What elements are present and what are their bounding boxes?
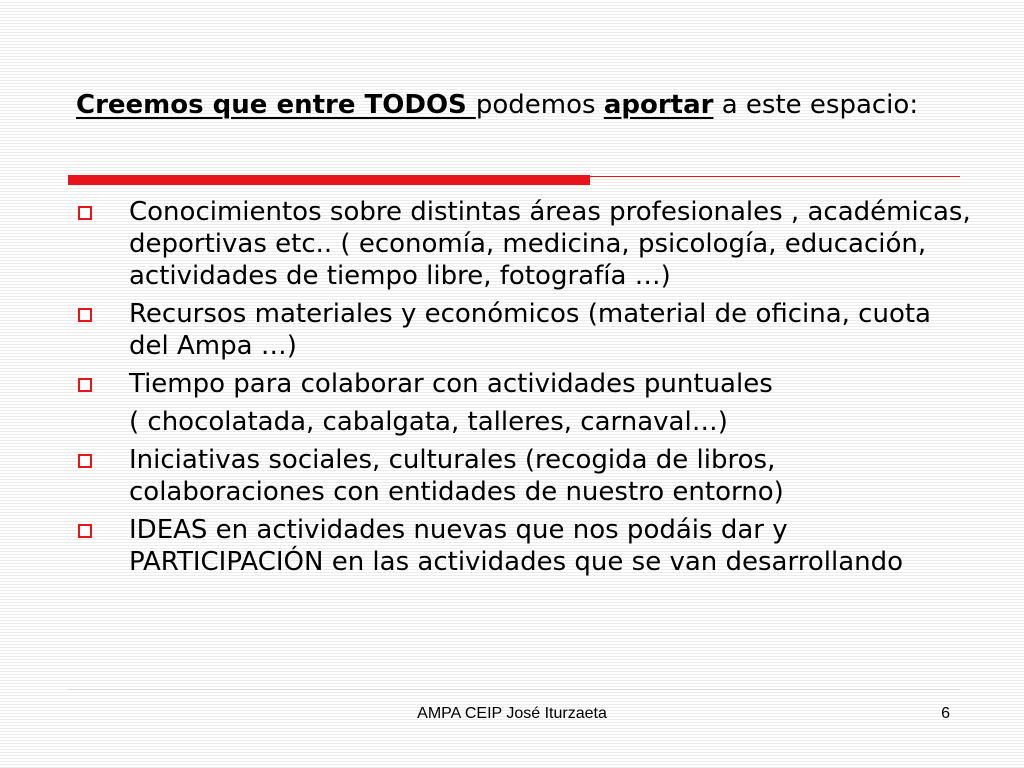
bullet-text: Tiempo para colaborar con actividades puntuales bbox=[129, 369, 773, 399]
bullet-item bbox=[76, 368, 976, 438]
footer-text: AMPA CEIP José Iturzaeta bbox=[417, 705, 607, 722]
slide-title bbox=[76, 84, 976, 126]
bullet-text: IDEAS en actividades nuevas que nos podáis dar y PARTICIPACIÓN en las actividades que se van desarrollando bbox=[129, 515, 904, 577]
page-number: 6 bbox=[941, 705, 950, 722]
bullet-text: Recursos materiales y económicos (material de oficina, cuota del Ampa …) bbox=[129, 299, 931, 361]
hollow-square-icon bbox=[78, 378, 92, 392]
title-part-creemos: Creemos que entre TODOS bbox=[76, 90, 476, 120]
hollow-square-icon bbox=[78, 206, 92, 220]
hollow-square-icon bbox=[78, 454, 92, 468]
footer-divider bbox=[68, 689, 960, 690]
bullet-text: Conocimientos sobre distintas áreas profesionales , académicas, deportivas etc.. ( economía, medicina, psicología, educación, actividades de tiempo libre, fotografía …) bbox=[129, 197, 971, 291]
bullet-continuation-text: ( chocolatada, cabalgata, talleres, carnaval…) bbox=[129, 407, 728, 437]
title-divider-thick bbox=[68, 175, 590, 185]
title-part-podemos: podemos bbox=[475, 90, 604, 120]
title-divider-thin bbox=[590, 176, 960, 177]
hollow-square-icon bbox=[78, 308, 92, 322]
bullet-item bbox=[76, 298, 976, 362]
bullet-item bbox=[76, 444, 976, 508]
bullet-list bbox=[76, 196, 976, 584]
bullet-item bbox=[76, 196, 976, 292]
bullet-item bbox=[76, 514, 976, 578]
hollow-square-icon bbox=[78, 524, 92, 538]
bullet-text: Iniciativas sociales, culturales (recogida de libros, colaboraciones con entidades de nuestro entorno) bbox=[129, 445, 784, 507]
title-part-aportar: aportar bbox=[603, 90, 714, 120]
title-part-espacio: a este espacio: bbox=[713, 90, 919, 120]
